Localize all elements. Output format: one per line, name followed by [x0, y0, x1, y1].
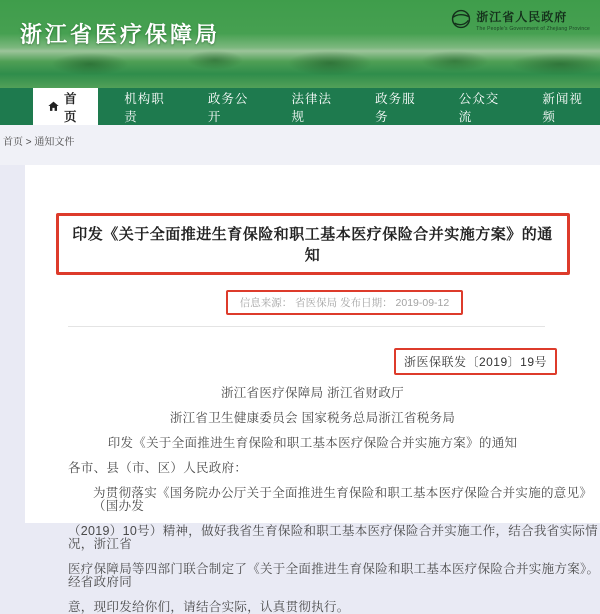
nav-item-label: 机构职责: [124, 91, 165, 124]
nav-item-label: 法律法规: [291, 91, 332, 124]
globe-icon: [450, 8, 472, 30]
breadcrumb-bar: [0, 125, 600, 165]
nav-item-label: 政务服务: [375, 91, 416, 124]
government-name-english: The People's Government of Zhejiang Province: [476, 26, 590, 32]
body-line: 意，现印发给你们，请结合实际，认真贯彻执行。: [68, 600, 350, 614]
divider: [68, 326, 545, 327]
nav-item-duties[interactable]: [112, 88, 182, 125]
article-body: [25, 387, 600, 614]
nav-item-label: 公众交流: [458, 91, 500, 124]
document-number: 浙医保联发〔2019〕19号: [394, 348, 557, 375]
nav-item-laws[interactable]: [279, 88, 349, 125]
nav-item-label: 新闻视频: [542, 91, 583, 124]
main-navigation: [0, 88, 600, 125]
nav-item-public-exchange[interactable]: [447, 88, 517, 125]
site-title: 浙江省医疗保障局: [20, 22, 221, 47]
breadcrumb: [0, 125, 600, 148]
nav-item-label: 首页: [64, 91, 78, 124]
nav-item-services[interactable]: [363, 88, 433, 125]
government-logo[interactable]: [450, 8, 590, 32]
article-title: 印发《关于全面推进生育保险和职工基本医疗保险合并实施方案》的通知: [56, 213, 570, 275]
breadcrumb-home-link[interactable]: 首页: [3, 137, 23, 148]
breadcrumb-separator: >: [25, 137, 32, 148]
issuing-agencies-line: 浙江省医疗保障局 浙江省财政厅: [221, 386, 404, 401]
site-banner: [0, 0, 600, 88]
body-line: （2019）10号）精神，做好我省生育保险和职工基本医疗保险合并实施工作，结合我省实际情况，浙江省: [68, 524, 598, 552]
nav-item-gov-affairs[interactable]: [196, 88, 266, 125]
breadcrumb-current: 通知文件: [34, 137, 75, 148]
home-icon: [47, 100, 60, 113]
article-card: [25, 165, 600, 614]
nav-item-label: 政务公开: [207, 91, 249, 124]
body-line: 医疗保障局等四部门联合制定了《关于全面推进生育保险和职工基本医疗保险合并实施方案》。经省政府同: [68, 562, 600, 590]
body-line: 为贯彻落实《国务院办公厅关于全面推进生育保险和职工基本医疗保险合并实施的意见》（国办发: [93, 486, 593, 514]
article-meta: 信息来源： 省医保局 发布日期： 2019-09-12: [226, 290, 463, 315]
salutation-line: 各市、县（市、区）人民政府：: [68, 461, 248, 476]
notice-title-line: 印发《关于全面推进生育保险和职工基本医疗保险合并实施方案》的通知: [107, 436, 518, 451]
nav-item-home[interactable]: [33, 88, 98, 125]
nav-item-news-video[interactable]: [530, 88, 600, 125]
issuing-agencies-line: 浙江省卫生健康委员会 国家税务总局浙江省税务局: [169, 411, 456, 426]
government-name: 浙江省人民政府: [476, 10, 568, 24]
